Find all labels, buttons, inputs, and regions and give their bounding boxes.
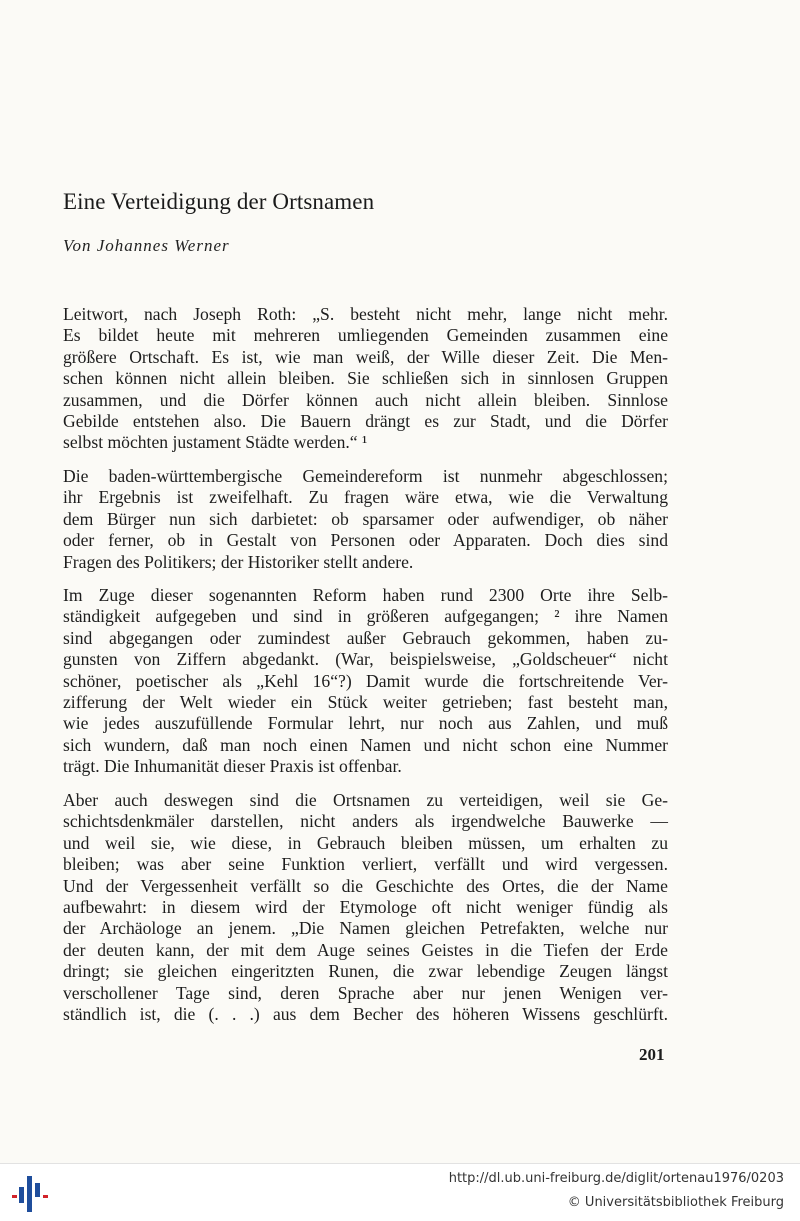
text-line: oder ferner, ob in Gestalt von Personen oder Apparaten. Doch dies sind [63, 530, 668, 551]
text-line: Gebilde entstehen also. Die Bauern drängt es zur Stadt, und die Dörfer [63, 410, 668, 431]
text-line: Die baden-württembergische Gemeindereform ist nunmehr abgeschlossen; [63, 466, 668, 486]
text-line: sind abgegangen oder zumindest außer Gebrauch gekommen, haben zu- [63, 627, 668, 648]
text-line: zifferung der Welt wieder ein Stück weiter getrieben; fast besteht man, [63, 691, 668, 712]
text-line: wie jedes auszufüllende Formular lehrt, nur noch aus Zahlen, und muß [63, 713, 668, 734]
text-line: Aber auch deswegen sind die Ortsnamen zu verteidigen, weil sie Ge- [63, 790, 668, 810]
text-line: dem Bürger nun sich darbietet: ob sparsamer oder aufwendiger, ob näher [63, 508, 668, 529]
text-line: Leitwort, nach Joseph Roth: „S. besteht nicht mehr, lange nicht mehr. [63, 304, 668, 324]
text-line: Im Zuge dieser sogenannten Reform haben rund 2300 Orte ihre Selb- [63, 585, 668, 605]
source-url-link[interactable]: http://dl.ub.uni-freiburg.de/diglit/ortenau1976/0203 [448, 1171, 784, 1186]
text-line: schöner, poetischer als „Kehl 16“?) Damit wurde die fortschreitende Ver- [63, 670, 668, 691]
page-number: 201 [639, 1045, 665, 1064]
text-line: der Archäologe an jenem. „Die Namen gleichen Petrefakten, welche nur [63, 918, 668, 939]
text-line: Fragen des Politikers; der Historiker stellt andere. [63, 551, 414, 572]
text-line: trägt. Die Inhumanität dieser Praxis ist offenbar. [63, 756, 402, 777]
ub-freiburg-logo-icon [10, 1174, 50, 1214]
footer-bar [0, 1163, 800, 1221]
text-line: Es bildet heute mit mehreren umliegenden Gemeinden zusammen eine [63, 325, 668, 346]
text-line: selbst möchten justament Städte werden.“ ¹ [63, 432, 368, 453]
copyright-notice: © Universitätsbibliothek Freiburg [567, 1195, 784, 1210]
text-line: schen können nicht allein bleiben. Sie schließen sich in sinnlosen Gruppen [63, 368, 668, 389]
paragraph-1 [63, 304, 668, 454]
paragraph-4 [63, 790, 668, 1025]
text-line: Und der Vergessenheit verfällt so die Geschichte des Ortes, die der Name [63, 875, 668, 896]
text-line: größere Ortschaft. Es ist, wie man weiß, der Wille dieser Zeit. Die Men- [63, 346, 668, 367]
text-line: dringt; sie gleichen eingeritzten Runen, die zwar lebendige Zeugen längst [63, 961, 668, 982]
text-line: sich wundern, daß man noch einen Namen und nicht schon eine Nummer [63, 734, 668, 755]
text-line: der deuten kann, der mit dem Auge seines Geistes in die Tiefen der Erde [63, 939, 668, 960]
text-line: ihr Ergebnis ist zweifelhaft. Zu fragen wäre etwa, wie die Verwaltung [63, 487, 668, 508]
text-line: aufbewahrt: in diesem wird der Etymologe oft nicht weniger fündig als [63, 896, 668, 917]
text-line: und weil sie, wie diese, in Gebrauch bleiben müssen, um erhalten zu [63, 832, 668, 853]
article-title: Eine Verteidigung der Ortsnamen [63, 189, 375, 214]
text-line: ständigkeit aufgegeben und sind in größeren aufgegangen; ² ihre Namen [63, 606, 668, 627]
article-author: Von Johannes Werner [63, 236, 230, 255]
paragraph-2 [63, 466, 668, 573]
text-line: schichtsdenkmäler darstellen, nicht anders als irgendwelche Bauwerke — [63, 811, 668, 832]
text-line: verschollener Tage sind, deren Sprache aber nur jenen Wenigen ver- [63, 982, 668, 1003]
text-line: zusammen, und die Dörfer können auch nicht allein bleiben. Sinnlose [63, 389, 668, 410]
text-line: ständlich ist, die (. . .) aus dem Becher des höheren Wissens geschlürft. [63, 1003, 668, 1024]
text-line: gunsten von Ziffern abgedankt. (War, beispielsweise, „Goldscheuer“ nicht [63, 649, 668, 670]
text-line: bleiben; was aber seine Funktion verliert, verfällt und wird vergessen. [63, 854, 668, 875]
paragraph-3 [63, 585, 668, 778]
